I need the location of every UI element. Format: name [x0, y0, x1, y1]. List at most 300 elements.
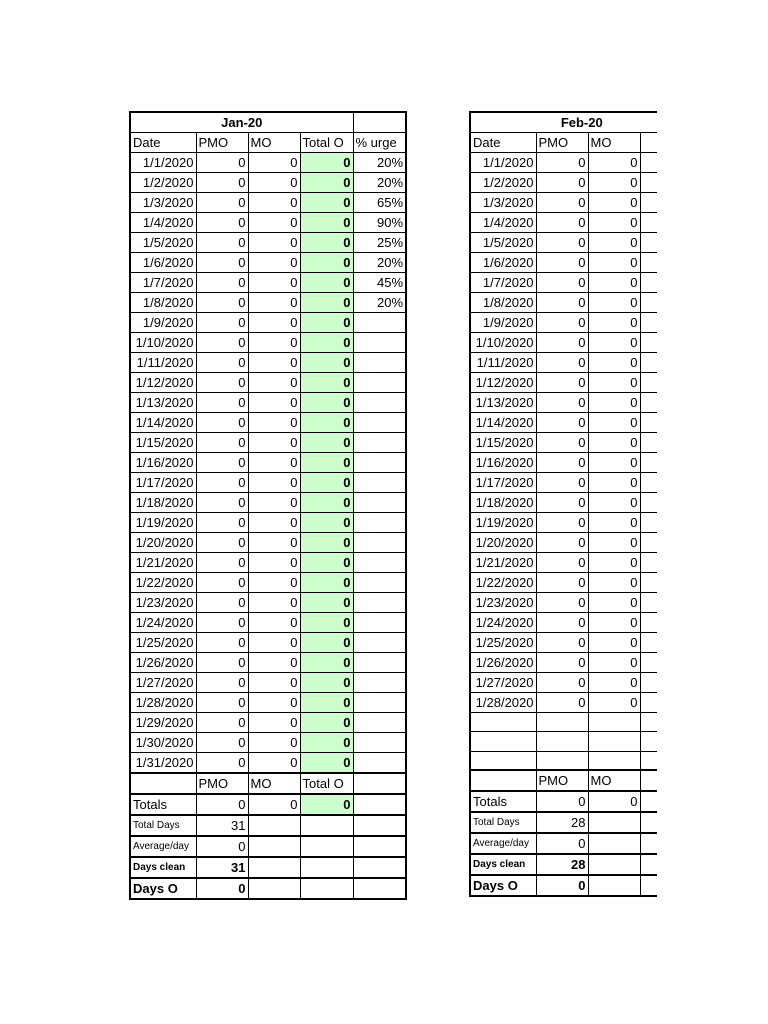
blank-cell[interactable]	[640, 791, 657, 812]
mo-cell[interactable]: 0	[248, 453, 300, 473]
urge-cell[interactable]	[353, 313, 406, 333]
mo-cell[interactable]: 0	[248, 473, 300, 493]
mo-cell[interactable]: 0	[248, 673, 300, 693]
date-cell[interactable]: 1/29/2020	[130, 713, 196, 733]
mo-cell[interactable]: 0	[248, 233, 300, 253]
blank-cell[interactable]	[640, 713, 657, 732]
blank-cell[interactable]	[300, 857, 353, 878]
mo-cell[interactable]: 0	[588, 613, 640, 633]
mo-cell[interactable]: 0	[248, 513, 300, 533]
summary-column-header[interactable]: PMO	[196, 773, 248, 794]
urge-cell[interactable]	[353, 713, 406, 733]
summary-column-header[interactable]: MO	[248, 773, 300, 794]
pmo-cell[interactable]: 0	[196, 513, 248, 533]
blank-cell[interactable]	[353, 878, 406, 899]
pmo-cell[interactable]: 0	[536, 573, 588, 593]
mo-cell[interactable]: 0	[588, 453, 640, 473]
column-header[interactable]: % urge	[353, 133, 406, 153]
summary-column-header[interactable]: Total O	[300, 773, 353, 794]
pmo-cell[interactable]	[536, 751, 588, 770]
blank-cell[interactable]	[353, 815, 406, 836]
date-cell[interactable]: 1/21/2020	[470, 553, 536, 573]
average-value[interactable]: 0	[196, 836, 248, 857]
blank-cell[interactable]	[640, 613, 657, 633]
total-o-cell[interactable]: 0	[300, 713, 353, 733]
days-o-value[interactable]: 0	[196, 878, 248, 899]
blank-cell[interactable]	[300, 836, 353, 857]
pmo-cell[interactable]	[536, 732, 588, 751]
blank-cell[interactable]	[640, 633, 657, 653]
pmo-cell[interactable]: 0	[196, 193, 248, 213]
column-header[interactable]: PMO	[536, 133, 588, 153]
pmo-cell[interactable]: 0	[536, 593, 588, 613]
total-days-value[interactable]: 31	[196, 815, 248, 836]
mo-cell[interactable]: 0	[588, 253, 640, 273]
date-cell[interactable]: 1/27/2020	[470, 673, 536, 693]
date-cell[interactable]: 1/15/2020	[470, 433, 536, 453]
date-cell[interactable]: 1/9/2020	[470, 313, 536, 333]
pmo-cell[interactable]: 0	[536, 233, 588, 253]
urge-cell[interactable]	[353, 333, 406, 353]
summary-column-header[interactable]	[130, 773, 196, 794]
pmo-cell[interactable]: 0	[536, 693, 588, 713]
total-o-cell[interactable]: 0	[300, 533, 353, 553]
mo-cell[interactable]: 0	[248, 213, 300, 233]
pmo-cell[interactable]: 0	[536, 393, 588, 413]
days-o-value[interactable]: 0	[536, 875, 588, 896]
urge-cell[interactable]: 65%	[353, 193, 406, 213]
column-header[interactable]: Date	[470, 133, 536, 153]
urge-cell[interactable]	[353, 373, 406, 393]
urge-cell[interactable]	[353, 453, 406, 473]
blank-cell[interactable]	[640, 353, 657, 373]
total-o-cell[interactable]: 0	[300, 473, 353, 493]
date-cell[interactable]	[470, 751, 536, 770]
urge-cell[interactable]	[353, 753, 406, 774]
date-cell[interactable]: 1/5/2020	[130, 233, 196, 253]
date-cell[interactable]: 1/14/2020	[130, 413, 196, 433]
blank-cell[interactable]	[640, 373, 657, 393]
total-days-label[interactable]: Total Days	[470, 812, 536, 833]
days-o-label[interactable]: Days O	[130, 878, 196, 899]
pmo-cell[interactable]: 0	[536, 293, 588, 313]
title-blank-cell[interactable]	[353, 112, 406, 133]
blank-cell[interactable]	[300, 815, 353, 836]
date-cell[interactable]: 1/24/2020	[470, 613, 536, 633]
blank-cell[interactable]	[640, 593, 657, 613]
mo-cell[interactable]: 0	[588, 153, 640, 173]
date-cell[interactable]: 1/12/2020	[130, 373, 196, 393]
column-header[interactable]: Total O	[300, 133, 353, 153]
blank-cell[interactable]	[640, 293, 657, 313]
total-o-cell[interactable]: 0	[300, 273, 353, 293]
average-label[interactable]: Average/day	[130, 836, 196, 857]
summary-column-header[interactable]	[470, 770, 536, 791]
blank-cell[interactable]	[248, 836, 300, 857]
urge-cell[interactable]: 90%	[353, 213, 406, 233]
date-cell[interactable]: 1/6/2020	[130, 253, 196, 273]
pmo-cell[interactable]: 0	[536, 413, 588, 433]
mo-cell[interactable]: 0	[248, 353, 300, 373]
urge-cell[interactable]	[353, 613, 406, 633]
summary-column-header[interactable]: PMO	[536, 770, 588, 791]
blank-cell[interactable]	[640, 573, 657, 593]
blank-cell[interactable]	[640, 812, 657, 833]
urge-cell[interactable]	[353, 433, 406, 453]
column-header[interactable]	[640, 133, 657, 153]
pmo-cell[interactable]: 0	[196, 293, 248, 313]
mo-cell[interactable]: 0	[588, 213, 640, 233]
pmo-cell[interactable]: 0	[536, 333, 588, 353]
pmo-cell[interactable]: 0	[196, 493, 248, 513]
blank-cell[interactable]	[588, 833, 640, 854]
urge-cell[interactable]	[353, 393, 406, 413]
urge-cell[interactable]	[353, 493, 406, 513]
blank-cell[interactable]	[640, 751, 657, 770]
blank-cell[interactable]	[640, 833, 657, 854]
total-o-cell[interactable]: 0	[300, 233, 353, 253]
date-cell[interactable]: 1/4/2020	[130, 213, 196, 233]
date-cell[interactable]: 1/4/2020	[470, 213, 536, 233]
pmo-cell[interactable]: 0	[536, 553, 588, 573]
mo-cell[interactable]: 0	[248, 493, 300, 513]
date-cell[interactable]: 1/21/2020	[130, 553, 196, 573]
date-cell[interactable]: 1/11/2020	[130, 353, 196, 373]
date-cell[interactable]: 1/19/2020	[470, 513, 536, 533]
pmo-cell[interactable]: 0	[536, 493, 588, 513]
pmo-cell[interactable]: 0	[536, 473, 588, 493]
mo-cell[interactable]: 0	[248, 273, 300, 293]
date-cell[interactable]	[470, 732, 536, 751]
date-cell[interactable]: 1/1/2020	[470, 153, 536, 173]
blank-cell[interactable]	[640, 453, 657, 473]
date-cell[interactable]: 1/26/2020	[470, 653, 536, 673]
month-title[interactable]: Jan-20	[130, 112, 353, 133]
totals-pmo[interactable]: 0	[536, 791, 588, 812]
pmo-cell[interactable]: 0	[196, 593, 248, 613]
blank-cell[interactable]	[640, 433, 657, 453]
total-o-cell[interactable]: 0	[300, 293, 353, 313]
days-clean-value[interactable]: 31	[196, 857, 248, 878]
average-value[interactable]: 0	[536, 833, 588, 854]
days-o-label[interactable]: Days O	[470, 875, 536, 896]
total-o-cell[interactable]: 0	[300, 553, 353, 573]
urge-cell[interactable]	[353, 413, 406, 433]
total-o-cell[interactable]: 0	[300, 633, 353, 653]
month-title[interactable]: Feb-20	[470, 112, 657, 133]
date-cell[interactable]: 1/25/2020	[470, 633, 536, 653]
date-cell[interactable]: 1/10/2020	[130, 333, 196, 353]
mo-cell[interactable]: 0	[248, 553, 300, 573]
mo-cell[interactable]: 0	[248, 393, 300, 413]
blank-cell[interactable]	[640, 193, 657, 213]
totals-mo[interactable]: 0	[248, 794, 300, 815]
blank-cell[interactable]	[640, 313, 657, 333]
blank-cell[interactable]	[353, 794, 406, 815]
mo-cell[interactable]: 0	[588, 413, 640, 433]
pmo-cell[interactable]: 0	[196, 533, 248, 553]
urge-cell[interactable]: 25%	[353, 233, 406, 253]
total-o-cell[interactable]: 0	[300, 653, 353, 673]
mo-cell[interactable]: 0	[248, 333, 300, 353]
urge-cell[interactable]	[353, 513, 406, 533]
mo-cell[interactable]: 0	[588, 473, 640, 493]
date-cell[interactable]: 1/11/2020	[470, 353, 536, 373]
date-cell[interactable]: 1/28/2020	[130, 693, 196, 713]
date-cell[interactable]: 1/20/2020	[470, 533, 536, 553]
blank-cell[interactable]	[588, 875, 640, 896]
mo-cell[interactable]: 0	[248, 573, 300, 593]
pmo-cell[interactable]: 0	[536, 633, 588, 653]
mo-cell[interactable]: 0	[588, 353, 640, 373]
urge-cell[interactable]	[353, 533, 406, 553]
pmo-cell[interactable]: 0	[536, 433, 588, 453]
blank-cell[interactable]	[640, 473, 657, 493]
total-o-cell[interactable]: 0	[300, 513, 353, 533]
total-o-cell[interactable]: 0	[300, 373, 353, 393]
total-o-cell[interactable]: 0	[300, 453, 353, 473]
pmo-cell[interactable]: 0	[196, 713, 248, 733]
pmo-cell[interactable]: 0	[196, 273, 248, 293]
date-cell[interactable]: 1/13/2020	[470, 393, 536, 413]
blank-cell[interactable]	[640, 553, 657, 573]
date-cell[interactable]: 1/7/2020	[470, 273, 536, 293]
total-o-cell[interactable]: 0	[300, 413, 353, 433]
mo-cell[interactable]: 0	[588, 513, 640, 533]
total-days-value[interactable]: 28	[536, 812, 588, 833]
totals-label[interactable]: Totals	[470, 791, 536, 812]
blank-cell[interactable]	[640, 493, 657, 513]
pmo-cell[interactable]: 0	[196, 413, 248, 433]
date-cell[interactable]: 1/1/2020	[130, 153, 196, 173]
date-cell[interactable]: 1/13/2020	[130, 393, 196, 413]
date-cell[interactable]: 1/8/2020	[470, 293, 536, 313]
mo-cell[interactable]: 0	[588, 653, 640, 673]
date-cell[interactable]: 1/22/2020	[470, 573, 536, 593]
mo-cell[interactable]	[588, 751, 640, 770]
date-cell[interactable]: 1/3/2020	[130, 193, 196, 213]
pmo-cell[interactable]: 0	[196, 753, 248, 774]
pmo-cell[interactable]: 0	[196, 473, 248, 493]
column-header[interactable]: MO	[588, 133, 640, 153]
date-cell[interactable]: 1/23/2020	[130, 593, 196, 613]
pmo-cell[interactable]: 0	[536, 193, 588, 213]
mo-cell[interactable]: 0	[248, 733, 300, 753]
mo-cell[interactable]: 0	[588, 233, 640, 253]
mo-cell[interactable]: 0	[248, 653, 300, 673]
mo-cell[interactable]: 0	[588, 393, 640, 413]
totals-label[interactable]: Totals	[130, 794, 196, 815]
date-cell[interactable]: 1/16/2020	[470, 453, 536, 473]
pmo-cell[interactable]: 0	[196, 633, 248, 653]
days-clean-value[interactable]: 28	[536, 854, 588, 875]
pmo-cell[interactable]: 0	[196, 233, 248, 253]
date-cell[interactable]: 1/3/2020	[470, 193, 536, 213]
urge-cell[interactable]	[353, 593, 406, 613]
date-cell[interactable]: 1/18/2020	[470, 493, 536, 513]
total-o-cell[interactable]: 0	[300, 573, 353, 593]
blank-cell[interactable]	[640, 233, 657, 253]
mo-cell[interactable]: 0	[248, 153, 300, 173]
mo-cell[interactable]: 0	[588, 333, 640, 353]
mo-cell[interactable]: 0	[588, 493, 640, 513]
date-cell[interactable]: 1/9/2020	[130, 313, 196, 333]
pmo-cell[interactable]: 0	[196, 213, 248, 233]
pmo-cell[interactable]: 0	[196, 353, 248, 373]
blank-cell[interactable]	[640, 653, 657, 673]
column-header[interactable]: MO	[248, 133, 300, 153]
urge-cell[interactable]: 45%	[353, 273, 406, 293]
blank-cell[interactable]	[640, 693, 657, 713]
pmo-cell[interactable]: 0	[196, 373, 248, 393]
pmo-cell[interactable]: 0	[196, 453, 248, 473]
blank-cell[interactable]	[353, 857, 406, 878]
date-cell[interactable]: 1/31/2020	[130, 753, 196, 774]
date-cell[interactable]: 1/2/2020	[470, 173, 536, 193]
date-cell[interactable]: 1/26/2020	[130, 653, 196, 673]
mo-cell[interactable]	[588, 732, 640, 751]
days-clean-label[interactable]: Days clean	[130, 857, 196, 878]
summary-column-header[interactable]	[640, 770, 657, 791]
urge-cell[interactable]	[353, 633, 406, 653]
mo-cell[interactable]: 0	[588, 193, 640, 213]
mo-cell[interactable]: 0	[588, 673, 640, 693]
blank-cell[interactable]	[300, 878, 353, 899]
pmo-cell[interactable]	[536, 713, 588, 732]
urge-cell[interactable]	[353, 693, 406, 713]
pmo-cell[interactable]: 0	[536, 253, 588, 273]
pmo-cell[interactable]: 0	[196, 253, 248, 273]
date-cell[interactable]: 1/30/2020	[130, 733, 196, 753]
pmo-cell[interactable]: 0	[196, 673, 248, 693]
blank-cell[interactable]	[640, 253, 657, 273]
column-header[interactable]: Date	[130, 133, 196, 153]
days-clean-label[interactable]: Days clean	[470, 854, 536, 875]
date-cell[interactable]: 1/24/2020	[130, 613, 196, 633]
pmo-cell[interactable]: 0	[536, 153, 588, 173]
pmo-cell[interactable]: 0	[536, 373, 588, 393]
date-cell[interactable]: 1/10/2020	[470, 333, 536, 353]
mo-cell[interactable]: 0	[248, 193, 300, 213]
date-cell[interactable]: 1/8/2020	[130, 293, 196, 313]
urge-cell[interactable]: 20%	[353, 153, 406, 173]
mo-cell[interactable]: 0	[588, 593, 640, 613]
date-cell[interactable]: 1/27/2020	[130, 673, 196, 693]
pmo-cell[interactable]: 0	[196, 173, 248, 193]
pmo-cell[interactable]: 0	[196, 313, 248, 333]
date-cell[interactable]: 1/16/2020	[130, 453, 196, 473]
total-o-cell[interactable]: 0	[300, 313, 353, 333]
date-cell[interactable]: 1/20/2020	[130, 533, 196, 553]
blank-cell[interactable]	[588, 812, 640, 833]
date-cell[interactable]: 1/28/2020	[470, 693, 536, 713]
date-cell[interactable]: 1/5/2020	[470, 233, 536, 253]
pmo-cell[interactable]: 0	[196, 393, 248, 413]
urge-cell[interactable]	[353, 573, 406, 593]
mo-cell[interactable]: 0	[248, 593, 300, 613]
total-o-cell[interactable]: 0	[300, 673, 353, 693]
mo-cell[interactable]: 0	[248, 413, 300, 433]
mo-cell[interactable]: 0	[588, 313, 640, 333]
blank-cell[interactable]	[640, 153, 657, 173]
mo-cell[interactable]: 0	[588, 293, 640, 313]
total-o-cell[interactable]: 0	[300, 213, 353, 233]
urge-cell[interactable]	[353, 653, 406, 673]
date-cell[interactable]: 1/23/2020	[470, 593, 536, 613]
pmo-cell[interactable]: 0	[536, 353, 588, 373]
urge-cell[interactable]	[353, 553, 406, 573]
blank-cell[interactable]	[640, 173, 657, 193]
total-o-cell[interactable]: 0	[300, 153, 353, 173]
mo-cell[interactable]: 0	[248, 613, 300, 633]
blank-cell[interactable]	[640, 673, 657, 693]
blank-cell[interactable]	[640, 875, 657, 896]
pmo-cell[interactable]: 0	[536, 273, 588, 293]
total-o-cell[interactable]: 0	[300, 613, 353, 633]
blank-cell[interactable]	[588, 854, 640, 875]
date-cell[interactable]: 1/6/2020	[470, 253, 536, 273]
blank-cell[interactable]	[248, 815, 300, 836]
blank-cell[interactable]	[640, 533, 657, 553]
urge-cell[interactable]	[353, 353, 406, 373]
date-cell[interactable]: 1/2/2020	[130, 173, 196, 193]
blank-cell[interactable]	[640, 213, 657, 233]
total-o-cell[interactable]: 0	[300, 333, 353, 353]
date-cell[interactable]: 1/17/2020	[130, 473, 196, 493]
date-cell[interactable]: 1/12/2020	[470, 373, 536, 393]
blank-cell[interactable]	[640, 413, 657, 433]
average-label[interactable]: Average/day	[470, 833, 536, 854]
mo-cell[interactable]: 0	[588, 433, 640, 453]
summary-column-header[interactable]: MO	[588, 770, 640, 791]
blank-cell[interactable]	[640, 732, 657, 751]
mo-cell[interactable]: 0	[588, 533, 640, 553]
totals-mo[interactable]: 0	[588, 791, 640, 812]
blank-cell[interactable]	[640, 393, 657, 413]
mo-cell[interactable]: 0	[248, 253, 300, 273]
mo-cell[interactable]: 0	[248, 293, 300, 313]
pmo-cell[interactable]: 0	[196, 433, 248, 453]
date-cell[interactable]: 1/15/2020	[130, 433, 196, 453]
total-o-cell[interactable]: 0	[300, 493, 353, 513]
mo-cell[interactable]: 0	[588, 553, 640, 573]
mo-cell[interactable]: 0	[248, 173, 300, 193]
mo-cell[interactable]	[588, 713, 640, 732]
total-o-cell[interactable]: 0	[300, 173, 353, 193]
pmo-cell[interactable]: 0	[196, 733, 248, 753]
mo-cell[interactable]: 0	[588, 573, 640, 593]
total-days-label[interactable]: Total Days	[130, 815, 196, 836]
mo-cell[interactable]: 0	[248, 713, 300, 733]
pmo-cell[interactable]: 0	[536, 453, 588, 473]
column-header[interactable]: PMO	[196, 133, 248, 153]
blank-cell[interactable]	[640, 854, 657, 875]
mo-cell[interactable]: 0	[248, 633, 300, 653]
total-o-cell[interactable]: 0	[300, 393, 353, 413]
mo-cell[interactable]: 0	[248, 753, 300, 774]
pmo-cell[interactable]: 0	[536, 213, 588, 233]
total-o-cell[interactable]: 0	[300, 433, 353, 453]
blank-cell[interactable]	[248, 878, 300, 899]
summary-column-header[interactable]	[353, 773, 406, 794]
mo-cell[interactable]: 0	[248, 433, 300, 453]
urge-cell[interactable]: 20%	[353, 253, 406, 273]
urge-cell[interactable]	[353, 473, 406, 493]
blank-cell[interactable]	[640, 333, 657, 353]
pmo-cell[interactable]: 0	[196, 553, 248, 573]
urge-cell[interactable]	[353, 673, 406, 693]
pmo-cell[interactable]: 0	[536, 673, 588, 693]
